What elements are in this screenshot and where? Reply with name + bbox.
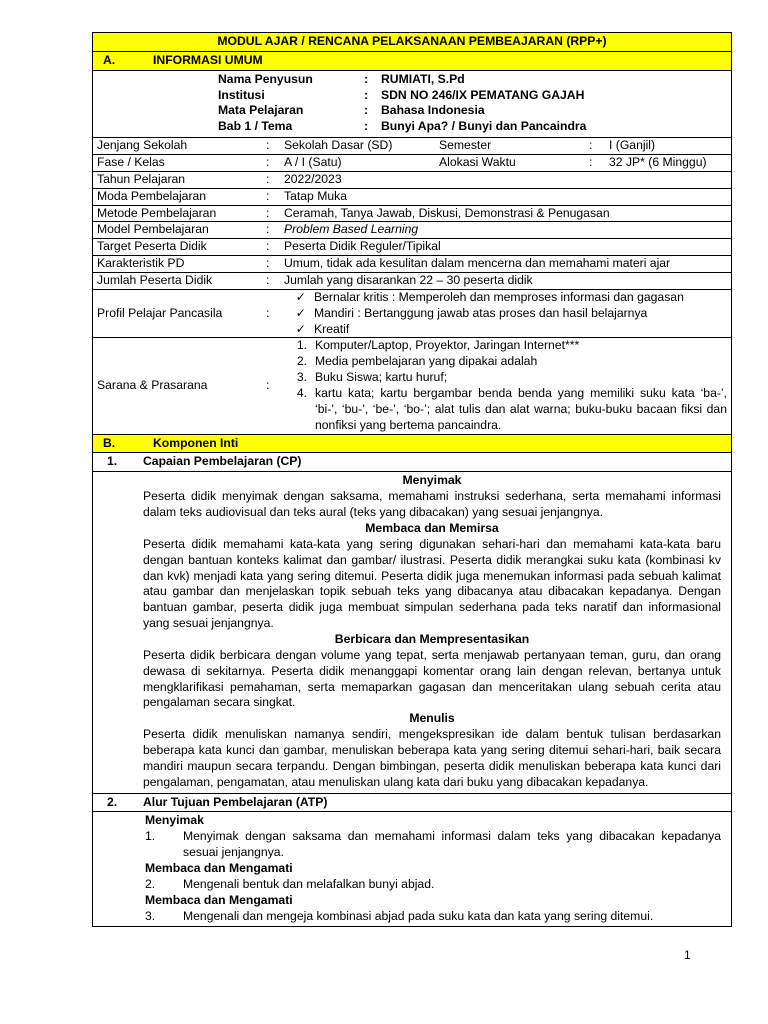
- row-colon: :: [266, 205, 270, 220]
- item-number: 1.: [296, 338, 307, 353]
- cp-block-heading: Berbicara dan Mempresentasikan: [334, 631, 530, 646]
- row-moda-pembelajaran: [93, 189, 731, 206]
- row-profil-pancasila: [93, 290, 731, 339]
- info-colon: :: [364, 71, 369, 86]
- row-label: Target Peserta Didik: [97, 239, 207, 254]
- info-row-chapter: [93, 119, 731, 135]
- atp-item: [145, 829, 721, 861]
- row-label: Jenjang Sekolah: [97, 138, 188, 153]
- item-text: Media pembelajaran yang dipakai adalah: [315, 354, 538, 369]
- info-value: Bahasa Indonesia: [381, 103, 485, 118]
- atp-group-heading: Membaca dan Mengamati: [145, 860, 293, 875]
- atp-content: [93, 812, 731, 926]
- cp-heading: [93, 453, 731, 472]
- row-label: Moda Pembelajaran: [97, 188, 207, 203]
- sarana-list: [284, 338, 731, 433]
- row-colon: :: [266, 305, 270, 320]
- row-label: Fase / Kelas: [97, 155, 165, 170]
- row-jenjang-semester: [93, 138, 731, 155]
- item-number: 4.: [296, 386, 307, 401]
- profil-item-text: Mandiri : Bertanggung jawab atas proses dan hasil belajarnya: [314, 305, 648, 320]
- row-target-peserta: [93, 239, 731, 256]
- row-label: Metode Pembelajaran: [97, 205, 217, 220]
- profil-item-text: Bernalar kritis : Memperoleh dan memproses informasi dan gagasan: [314, 289, 684, 304]
- cp-block-text: Peserta didik berbicara dengan volume yang tepat, serta menjawab pertanyaan teman, guru, dan orang dewasa di sekitarnya. Peserta didik menanggapi komentar orang lain dengan relevan, bertanya untuk mengklarifikasi pemahaman, serta memaparkan gagasan dan menceritakan ulang sebuah cerita atau pengalaman secara singkat.: [143, 647, 721, 710]
- row-model-pembelajaran: [93, 222, 731, 239]
- profil-item: [284, 290, 727, 306]
- atp-item: [145, 909, 721, 925]
- info-colon: :: [364, 119, 369, 134]
- row-value: Problem Based Learning: [284, 222, 419, 237]
- row-colon: :: [266, 188, 270, 203]
- row-fase-alokasi: [93, 155, 731, 172]
- row-colon: :: [266, 256, 270, 271]
- row-colon: :: [266, 138, 270, 153]
- section-b-label: Komponen Inti: [153, 435, 239, 450]
- page-number: 1: [684, 948, 691, 962]
- item-text: Mengenali bentuk dan melafalkan bunyi abjad.: [183, 876, 435, 891]
- row-colon: :: [266, 273, 270, 288]
- row-value-2: I (Ganjil): [609, 138, 656, 153]
- row-label-2: Semester: [439, 138, 492, 153]
- section-a-heading: [93, 52, 731, 71]
- row-colon-2: :: [589, 155, 593, 170]
- row-colon: :: [266, 222, 270, 237]
- row-label: Profil Pelajar Pancasila: [97, 305, 223, 320]
- cp-block-heading: Membaca dan Memirsa: [365, 520, 499, 535]
- info-row-author: [93, 72, 731, 88]
- item-text: kartu kata; kartu bergambar benda benda yang memiliki suku kata ‘ba-’, ‘bi-’, ‘bu-’, ‘be-’, ‘bo-’; alat tulis dan alat warna; buku-buku bacaan fiksi dan nonfiksi yang bertema pancaindra.: [315, 386, 727, 432]
- atp-heading: [93, 794, 731, 813]
- row-karakteristik: [93, 256, 731, 273]
- row-colon: :: [266, 155, 270, 170]
- info-row-subject: [93, 103, 731, 119]
- row-label-2: Alokasi Waktu: [439, 155, 516, 170]
- document-title: MODUL AJAR / RENCANA PELAKSANAAN PEMBEAJARAN (RPP+): [93, 33, 731, 52]
- info-row-institution: [93, 88, 731, 104]
- sarana-item: [284, 338, 727, 354]
- checkmark-icon: ✓: [295, 321, 306, 336]
- row-value: Sekolah Dasar (SD): [284, 138, 393, 153]
- item-number: 1.: [145, 829, 156, 844]
- info-label: Institusi: [218, 87, 265, 102]
- info-value: Bunyi Apa? / Bunyi dan Pancaindra: [381, 119, 587, 134]
- sarana-item: [284, 370, 727, 386]
- row-value: Tatap Muka: [284, 188, 348, 203]
- checkmark-icon: ✓: [295, 289, 306, 304]
- profil-item: [284, 322, 727, 338]
- item-number: 3.: [145, 908, 156, 923]
- row-sarana-prasarana: [93, 338, 731, 434]
- atp-group-heading: Membaca dan Mengamati: [145, 892, 293, 907]
- row-value: 2022/2023: [284, 171, 342, 186]
- item-number: 2.: [145, 876, 156, 891]
- item-text: Menyimak dengan saksama dan memahami informasi dalam teks yang dibacakan kepadanya sesuai jenjangnya.: [183, 829, 721, 860]
- cp-label: Capaian Pembelajaran (CP): [143, 454, 302, 469]
- row-colon-2: :: [589, 138, 593, 153]
- checkmark-icon: ✓: [295, 305, 306, 320]
- cp-content: [93, 472, 731, 793]
- section-a-label: INFORMASI UMUM: [153, 52, 263, 67]
- info-label: Bab 1 / Tema: [218, 119, 293, 134]
- row-label: Tahun Pelajaran: [97, 171, 186, 186]
- item-text: Komputer/Laptop, Proyektor, Jaringan Internet***: [315, 338, 580, 353]
- profil-item-text: Kreatif: [314, 321, 350, 336]
- info-label: Mata Pelajaran: [218, 103, 304, 118]
- cp-block-heading: Menulis: [409, 711, 455, 726]
- info-colon: :: [364, 103, 369, 118]
- item-number: 2.: [296, 354, 307, 369]
- row-label: Sarana & Prasarana: [97, 378, 208, 393]
- cp-block-text: Peserta didik memahami kata-kata yang sering digunakan sehari-hari dan memahami kata-kata baru dengan bantuan konteks kalimat dan gambar/ ilustrasi. Peserta didik merangkai suku kata (kombinasi kv dan kvk) menjadi kata yang sering ditemui. Peserta didik juga menemukan informasi pada sebuah kalimat atau gambar dan menjelaskan topik sebuah teks yang dibacanya atau dibacakan kepadanya. Dengan bantuan gambar, peserta didik juga membuat simpulan sederhana pada teks naratif dan informasional yang sesuai jenjangnya.: [143, 536, 721, 631]
- cp-block-text: Peserta didik menuliskan namanya sendiri, mengekspresikan ide dalam bentuk tulisan berdasarkan beberapa kata kunci dan gambar, menuliskan beberapa kata yang sering ditemui sehari-hari, baik secara mandiri maupun secara terpandu. Dengan bimbingan, peserta didik menuliskan beberapa kata kunci dari pengalaman, pengamatan, atau menuliskan ulang kata dari buku yang dibacakan kepadanya.: [143, 727, 721, 789]
- row-value: Jumlah yang disarankan 22 – 30 peserta didik: [284, 273, 533, 288]
- row-value-2: 32 JP* (6 Minggu): [609, 155, 707, 170]
- sarana-item: [284, 354, 727, 370]
- cp-block-text: Peserta didik menyimak dengan saksama, memahami instruksi sederhana, serta memahami informasi dalam teks audiovisual dan teks aural (teks yang dibacakan) yang sesuai jenjangnya.: [143, 489, 721, 520]
- atp-item: [145, 877, 721, 893]
- cp-block-heading: Menyimak: [402, 473, 462, 488]
- row-value: A / I (Satu): [284, 155, 342, 170]
- row-colon: :: [266, 378, 270, 393]
- section-b-number: B.: [103, 435, 116, 450]
- author-info-block: [93, 71, 731, 138]
- row-value: Peserta Didik Reguler/Tipikal: [284, 239, 441, 254]
- info-value: SDN NO 246/IX PEMATANG GAJAH: [381, 87, 585, 102]
- row-jumlah-peserta: [93, 273, 731, 290]
- rpp-document: [92, 32, 732, 927]
- section-b-heading: [93, 435, 731, 454]
- profil-item: [284, 306, 727, 322]
- row-colon: :: [266, 171, 270, 186]
- info-value: RUMIATI, S.Pd: [381, 71, 465, 86]
- atp-label: Alur Tujuan Pembelajaran (ATP): [143, 794, 328, 809]
- item-number: 3.: [296, 370, 307, 385]
- row-value: Ceramah, Tanya Jawab, Diskusi, Demonstrasi & Penugasan: [284, 205, 610, 220]
- row-value: Umum, tidak ada kesulitan dalam mencerna dan memahami materi ajar: [284, 256, 671, 271]
- row-label: Jumlah Peserta Didik: [97, 273, 213, 288]
- row-tahun-pelajaran: [93, 172, 731, 189]
- section-a-number: A.: [103, 52, 116, 67]
- cp-number: 1.: [107, 454, 118, 469]
- row-label: Model Pembelajaran: [97, 222, 209, 237]
- info-colon: :: [364, 87, 369, 102]
- sarana-item: [284, 386, 727, 434]
- row-colon: :: [266, 239, 270, 254]
- atp-group-heading: Menyimak: [145, 813, 204, 828]
- atp-number: 2.: [107, 794, 118, 809]
- item-text: Mengenali dan mengeja kombinasi abjad pada suku kata dan kata yang sering ditemui.: [183, 908, 654, 923]
- row-label: Karakteristik PD: [97, 256, 185, 271]
- item-text: Buku Siswa; kartu huruf;: [315, 370, 448, 385]
- row-metode-pembelajaran: [93, 206, 731, 223]
- info-label: Nama Penyusun: [218, 71, 313, 86]
- profil-list: [284, 290, 731, 338]
